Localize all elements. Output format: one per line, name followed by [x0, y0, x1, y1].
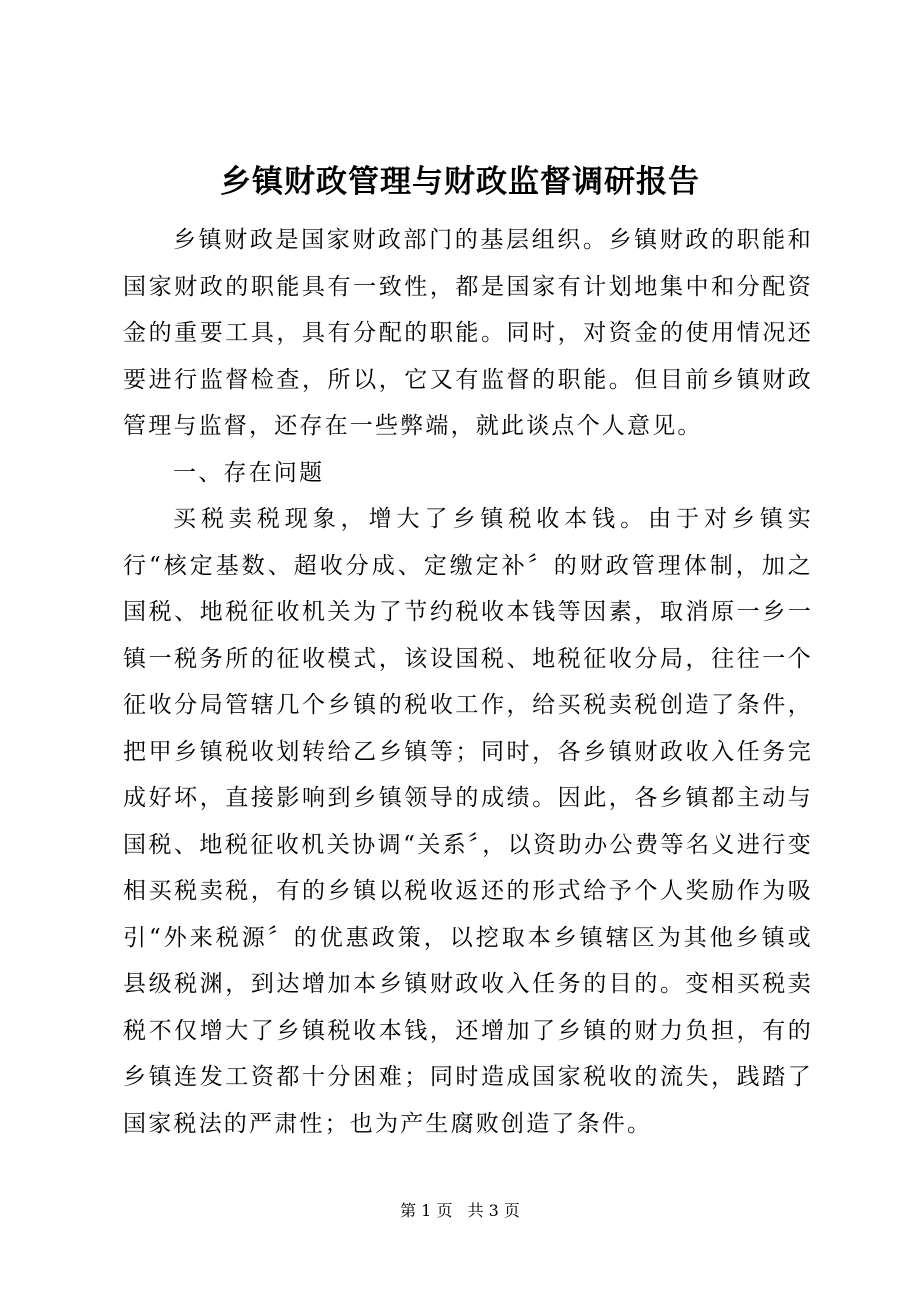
paragraph-intro: 乡镇财政是国家财政部门的基层组织。乡镇财政的职能和国家财政的职能具有一致性，都是国家有计划地集中和分配资金的重要工具，具有分配的职能。同时，对资金的使用情况还要进行监督检查，所以，它又有监督的职能。但目前乡镇财政管理与监督，还存在一些弊端，就此谈点个人意见。 — [123, 227, 813, 439]
page-total: 共 3 页 — [467, 1201, 520, 1220]
page-footer — [0, 1198, 920, 1224]
document-body — [123, 217, 813, 1147]
page-number: 第 1 页 — [400, 1201, 453, 1220]
paragraph-tax-trading: 买税卖税现象，增大了乡镇税收本钱。由于对乡镇实行“核定基数、超收分成、定缴定补〞的财政管理体制，加之国税、地税征收机关为了节约税收本钱等因素，取消原一乡一镇一税务所的征收模式，该设国税、地税征收分局，往往一个征收分局管辖几个乡镇的税收工作，给买税卖税创造了条件，把甲乡镇税收划转给乙乡镇等；同时，各乡镇财政收入任务完成好坏，直接影响到乡镇领导的成绩。因此，各乡镇都主动与国税、地税征收机关协调“关系〞，以资助办公费等名义进行变相买税卖税，有的乡镇以税收返还的形式给予个人奖励作为吸引“外来税源〞的优惠政策，以挖取本乡镇辖区为其他乡镇或县级税渊，到达增加本乡镇财政收入任务的目的。变相买税卖税不仅增大了乡镇税收本钱，还增加了乡镇的财力负担，有的乡镇连发工资都十分困难；同时造成国家税收的流失，践踏了国家税法的严肃性；也为产生腐败创造了条件。 — [123, 506, 813, 1137]
document-title: 乡镇财政管理与财政监督调研报告 — [220, 164, 700, 200]
section-heading: 一、存在问题 — [173, 459, 325, 486]
